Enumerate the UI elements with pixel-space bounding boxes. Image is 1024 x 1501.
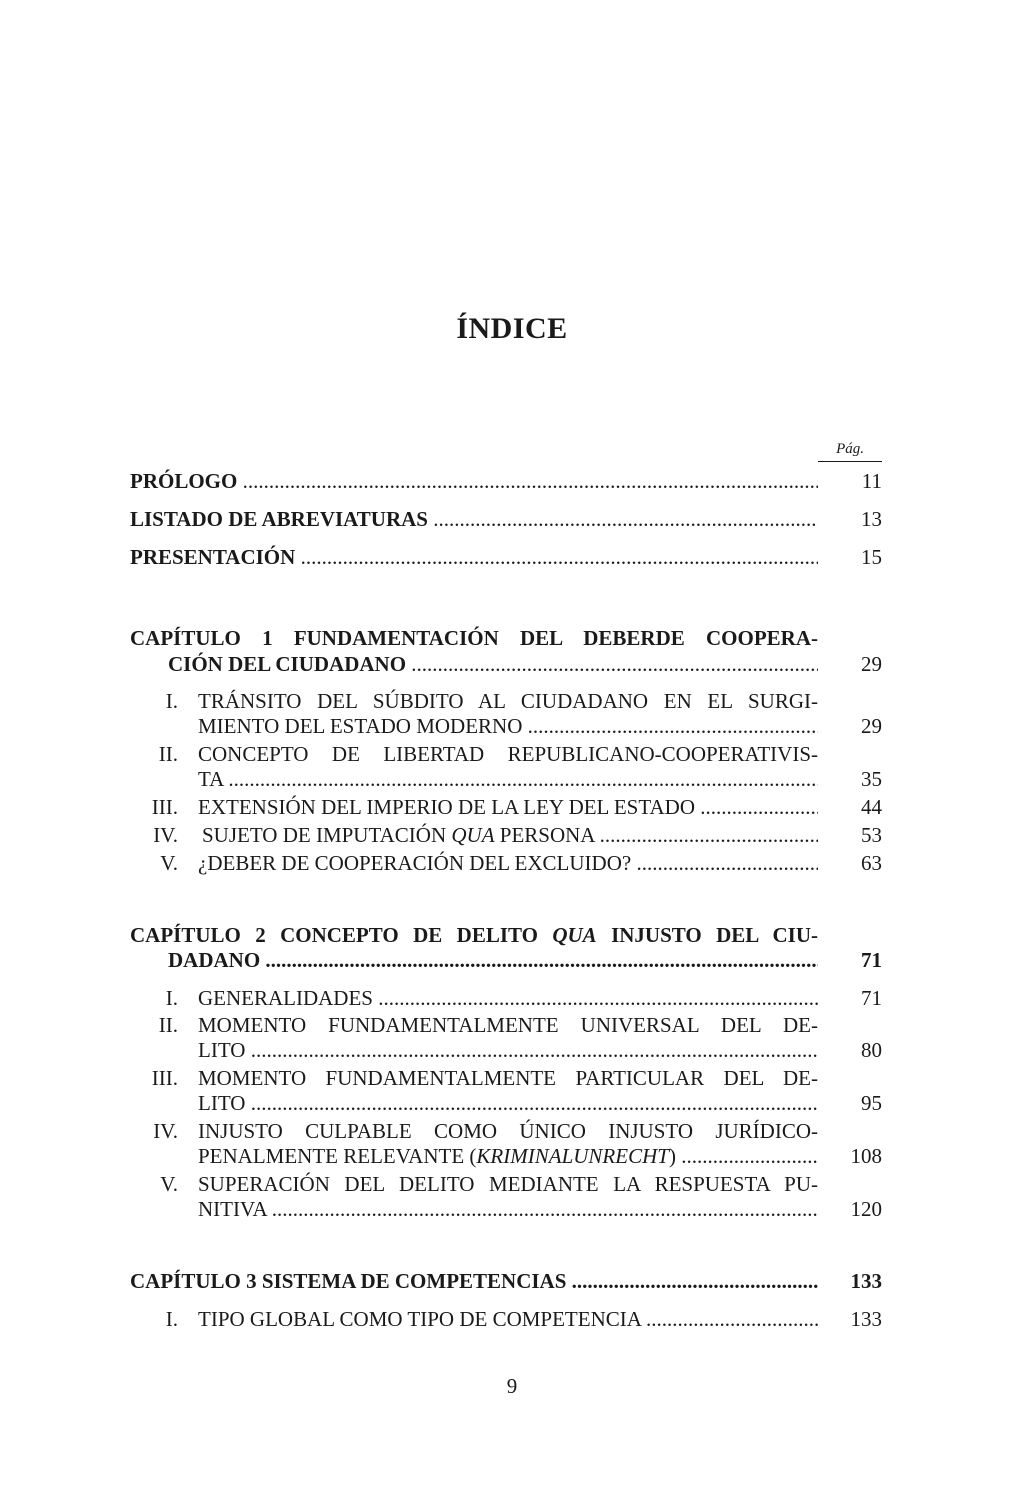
toc-entry-ch1-section-3[interactable]: III. EXTENSIÓN DEL IMPERIO DE LA LEY DEL ESTADO ..... 44 xyxy=(130,794,882,820)
toc-entry-ch2-section-4[interactable]: PENALMENTE RELEVANTE (KRIMINALUNRECHT) ..... 108 xyxy=(130,1143,882,1169)
toc-entry-ch2-section-1[interactable]: I. GENERALIDADES ..... 71 xyxy=(130,985,882,1011)
page-number: 9 xyxy=(506,1374,518,1398)
toc-entry-ch1-section-4[interactable]: IV. SUJETO DE IMPUTACIÓN QUA PERSONA ..... 53 xyxy=(130,822,882,848)
ch2-section-2-line1: II. MOMENTO FUNDAMENTALMENTE UNIVERSAL DEL DE- xyxy=(158,1013,818,1037)
toc-entry-ch2-section-3[interactable]: LITO ..... 95 xyxy=(130,1090,882,1116)
ch2-section-4-line1: IV. INJUSTO CULPABLE COMO ÚNICO INJUSTO JURÍDICO- xyxy=(153,1119,818,1143)
toc-entry-prologo[interactable]: PRÓLOGO ..... 11 xyxy=(130,468,882,494)
page-column-label: Pág. xyxy=(818,441,882,462)
chapter-2-heading: CAPÍTULO 2 CONCEPTO DE DELITO QUA INJUSTO DEL CIU- xyxy=(130,923,818,947)
toc-entry-presentacion[interactable]: PRESENTACIÓN ..... 15 xyxy=(130,544,882,570)
ch2-section-3-line1: III. MOMENTO FUNDAMENTALMENTE PARTICULAR DEL DE- xyxy=(151,1066,818,1090)
ch1-section-1-line1: I. TRÁNSITO DEL SÚBDITO AL CIUDADANO EN EL SURGI- xyxy=(165,689,818,713)
toc-entry-ch1-section-5[interactable]: V. ¿DEBER DE COOPERACIÓN DEL EXCLUIDO? ..... 63 xyxy=(130,850,882,876)
toc-entry-ch3-section-1[interactable]: I. TIPO GLOBAL COMO TIPO DE COMPETENCIA ..... 133 xyxy=(130,1306,882,1332)
toc-entry-ch2-section-5[interactable]: NITIVA ..... 120 xyxy=(130,1196,882,1222)
toc-entry-ch1-section-2[interactable]: TA ..... 35 xyxy=(130,766,882,792)
ch1-section-2-line1: II. CONCEPTO DE LIBERTAD REPUBLICANO-COOPERATIVIS- xyxy=(158,742,818,766)
toc-entry-ch1-section-1[interactable]: MIENTO DEL ESTADO MODERNO ..... 29 xyxy=(130,713,882,739)
toc-entry-chapter-2[interactable]: DADANO ..... 71 xyxy=(130,947,882,973)
chapter-1-heading: CAPÍTULO 1 FUNDAMENTACIÓN DEL DEBERDE COOPERA- xyxy=(130,626,818,650)
toc-entry-ch2-section-2[interactable]: LITO ..... 80 xyxy=(130,1037,882,1063)
toc-entry-abreviaturas[interactable]: LISTADO DE ABREVIATURAS ..... 13 xyxy=(130,506,882,532)
toc-entry-chapter-1[interactable]: CIÓN DEL CIUDADANO ..... 29 xyxy=(130,651,882,677)
toc-entry-chapter-3[interactable]: CAPÍTULO 3 SISTEMA DE COMPETENCIAS ..... 133 xyxy=(130,1268,882,1294)
page-title: ÍNDICE xyxy=(456,312,568,345)
ch2-section-5-line1: V. SUPERACIÓN DEL DELITO MEDIANTE LA RESPUESTA PU- xyxy=(160,1172,818,1196)
